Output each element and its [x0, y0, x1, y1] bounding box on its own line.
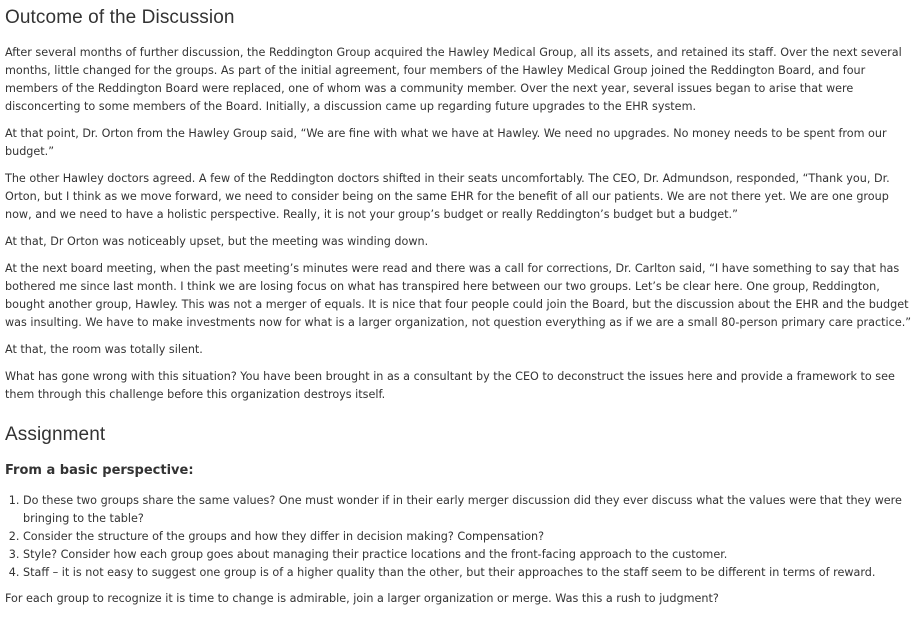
- outcome-paragraph-7: What has gone wrong with this situation? You have been brought in as a consultant by the CEO to deconstruct the issues here and provide a framework to see them through this challenge before this organization destroys itself.: [5, 370, 895, 401]
- outcome-paragraph-5: At the next board meeting, when the past meeting’s minutes were read and there was a call for corrections, Dr. Carlton said, “I have something to say that has bothered me since last month. I think we are losing focus on what has transpired here between our two groups. Let’s be clear here. One group, Reddington, bought another group, Hawley. This was not a merger of equals. It is nice that four people could join the Board, but the discussion about the EHR and the budget was insulting. We have to make investments now for what is a larger organization, not question everything as if we are a small 80-person primary care practice.”: [5, 262, 912, 329]
- outcome-paragraph-2: At that point, Dr. Orton from the Hawley Group said, “We are fine with what we have at Hawley. We need no upgrades. No money needs to be spent from our budget.”: [5, 127, 887, 158]
- assignment-list: [5, 492, 913, 582]
- outcome-paragraph-6: At that, the room was totally silent.: [5, 343, 203, 356]
- assignment-item-1: 1. Do these two groups share the same values? One must wonder if in their early merger discussion did they ever discuss what the values were that they were bringing to the table?: [23, 492, 913, 528]
- assignment-item-3: 3. Style? Consider how each group goes about managing their practice locations and the front-facing approach to the customer.: [23, 546, 913, 564]
- outcome-paragraph-4: At that, Dr Orton was noticeably upset, but the meeting was winding down.: [5, 235, 429, 248]
- assignment-item-2: 2. Consider the structure of the groups and how they differ in decision making? Compensation?: [23, 528, 913, 546]
- outcome-paragraph-1: After several months of further discussion, the Reddington Group acquired the Hawley Medical Group, all its assets, and retained its staff. Over the next several months, little changed for the groups. As part of the initial agreement, four members of the Hawley Medical Group joined the Reddington Board, and four members of the Reddington Board were replaced, one of whom was a community member. Over the next year, several issues began to arise that were disconcerting to some members of the Board. Initially, a discussion came up regarding future upgrades to the EHR system.: [5, 46, 902, 113]
- assignment-closing: For each group to recognize it is time to change is admirable, join a larger organization or merge. Was this a rush to judgment?: [5, 592, 719, 605]
- assignment-subheading: From a basic perspective:: [5, 463, 194, 478]
- outcome-paragraph-3: The other Hawley doctors agreed. A few of the Reddington doctors shifted in their seats uncomfortably. The CEO, Dr. Admundson, responded, “Thank you, Dr. Orton, but I think as we move forward, we need to consider being on the same EHR for the benefit of all our patients. We are not there yet. We are one group now, and we need to have a holistic perspective. Really, it is not your group’s budget or really Reddington’s budget but a budget.”: [5, 172, 890, 221]
- outcome-heading: Outcome of the Discussion: [5, 7, 235, 28]
- document-page: [0, 7, 913, 608]
- assignment-heading: Assignment: [5, 424, 106, 445]
- assignment-item-4: 4. Staff – it is not easy to suggest one group is of a higher quality than the other, but their approaches to the staff seem to be different in terms of reward.: [23, 564, 913, 582]
